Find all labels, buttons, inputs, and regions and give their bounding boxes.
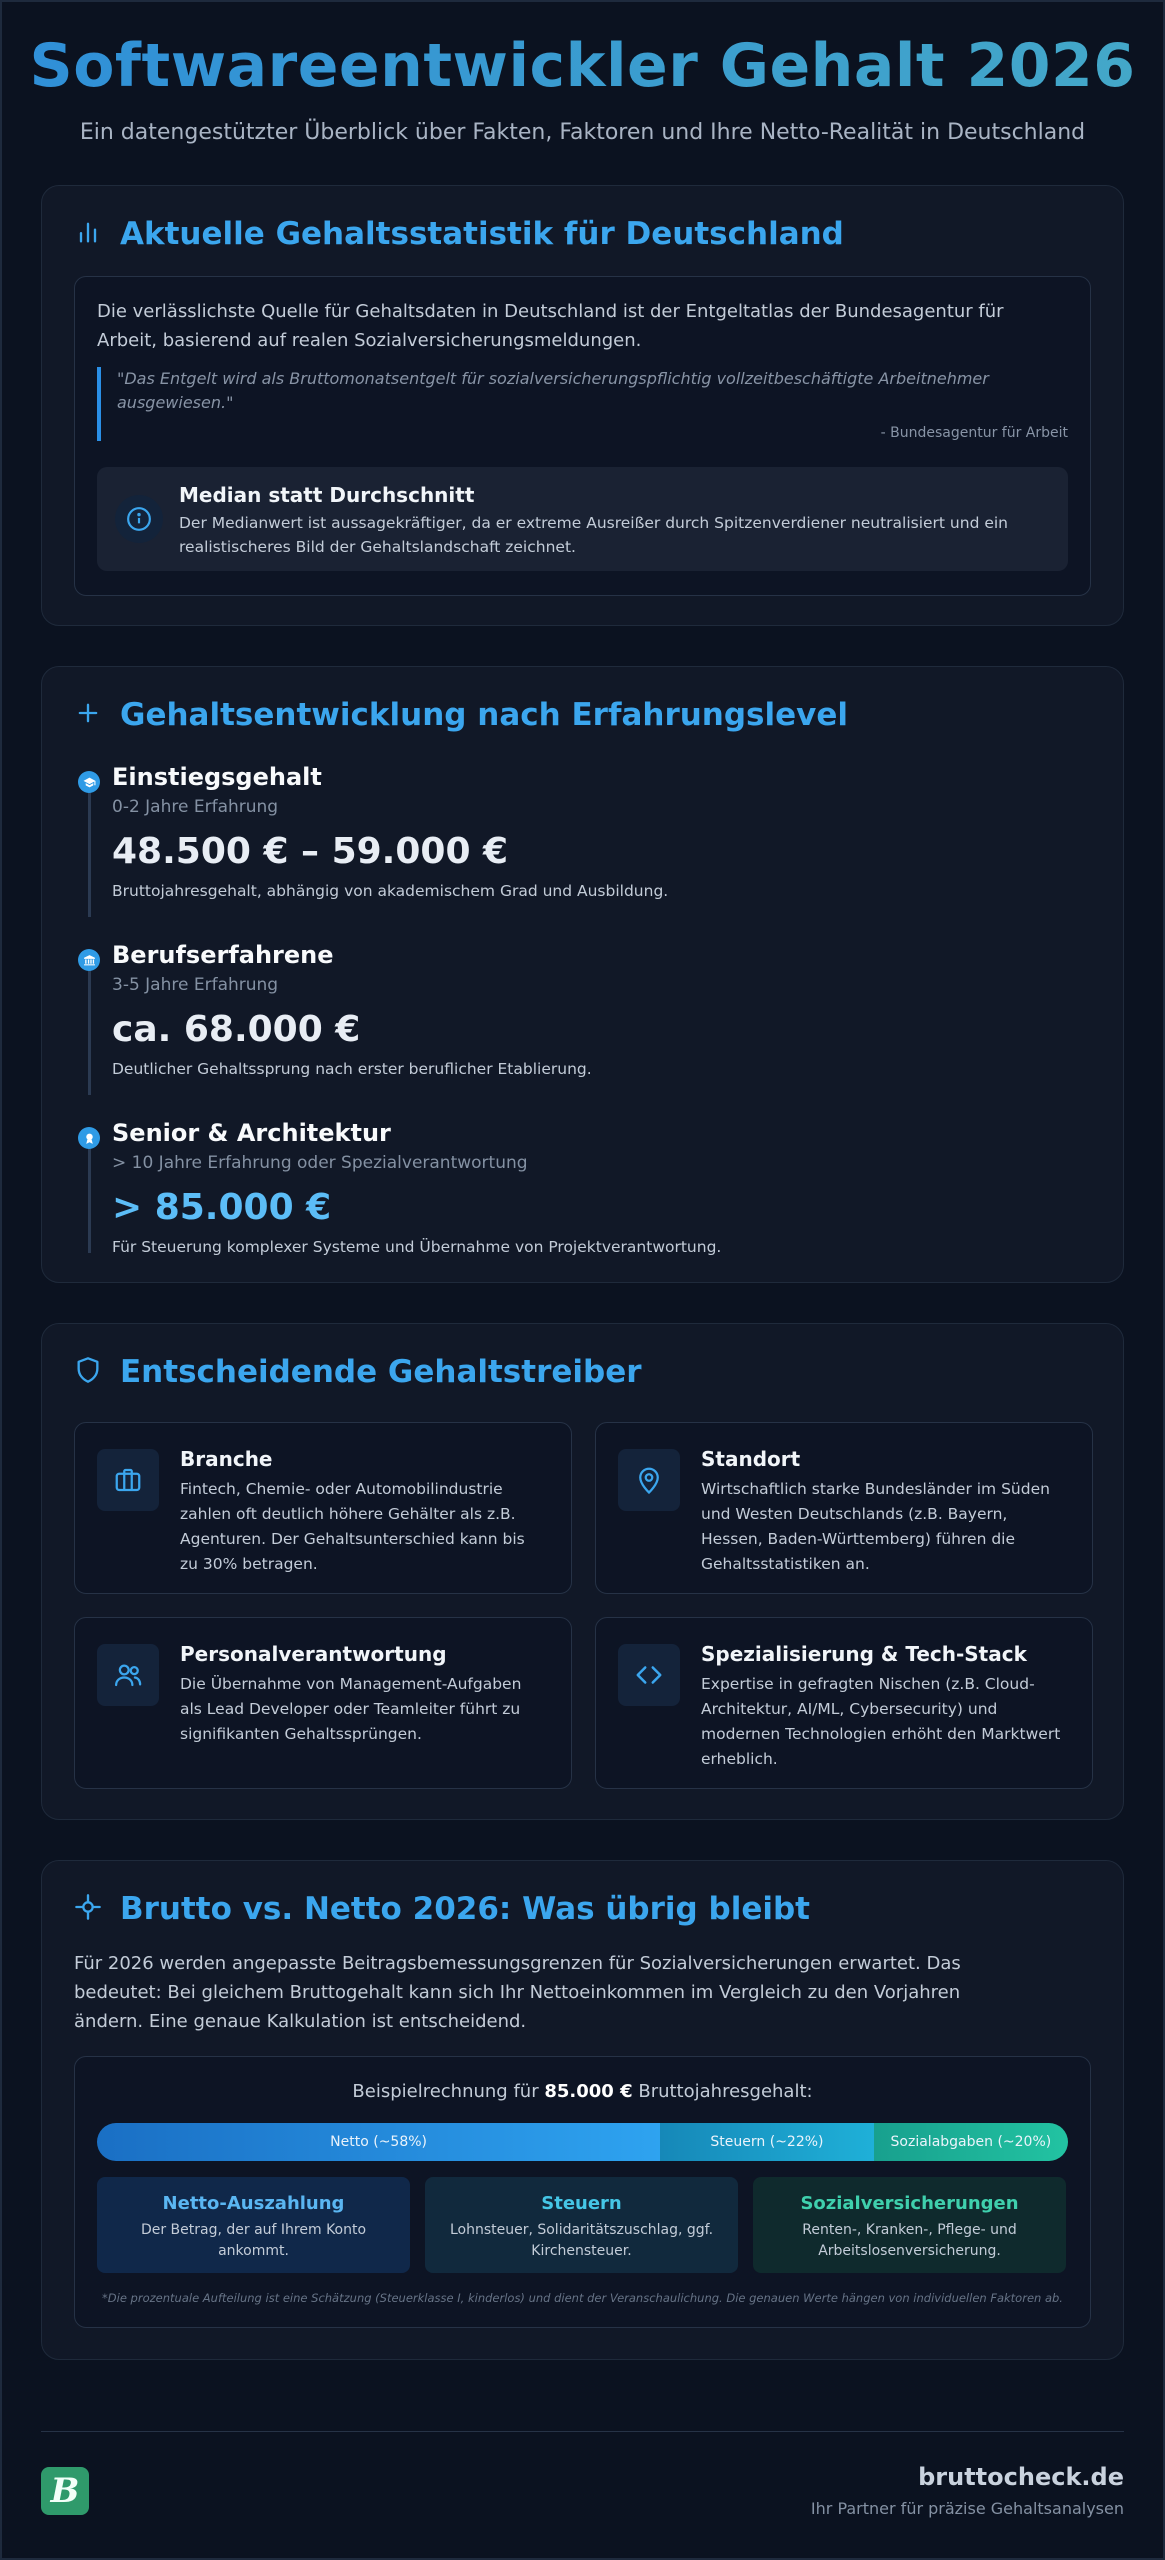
level-title: Senior & Architektur (112, 1119, 391, 1147)
driver-title: Spezialisierung & Tech-Stack (701, 1642, 1027, 1666)
netto-title: Brutto vs. Netto 2026: Was übrig bleibt (120, 1891, 810, 1927)
netto-box-title: Netto-Auszahlung (162, 2193, 345, 2214)
bar-segment-steuern: Steuern (~22%) (660, 2123, 874, 2161)
level-salary: ca. 68.000 € (112, 1009, 361, 1050)
driver-card-branche (74, 1422, 572, 1594)
stats-section (41, 185, 1124, 626)
experience-header (74, 697, 848, 733)
steuern-box-text: Lohnsteuer, Solidaritätszuschlag, ggf. Kirchensteuer. (449, 2222, 714, 2259)
level-professional (112, 941, 1093, 1078)
driver-title: Personalverantwortung (180, 1642, 447, 1666)
award-icon (78, 1127, 100, 1149)
netto-section (41, 1860, 1124, 2360)
stats-header (74, 216, 844, 252)
info-title: Median statt Durchschnitt (179, 483, 475, 507)
sozial-box-title: Sozialversicherungen (800, 2193, 1019, 2214)
example-amount: 85.000 € (544, 2081, 633, 2102)
map-pin-icon (618, 1449, 680, 1511)
building-icon (78, 949, 100, 971)
level-description: Deutlicher Gehaltssprung nach erster beruflicher Etablierung. (112, 1060, 592, 1078)
quote-text: "Das Entgelt wird als Bruttomonatsentgelt für sozialversicherungspflichtig vollzeitbeschäftigte Arbeitnehmer ausgewiesen." (117, 369, 989, 412)
brand-name[interactable]: bruttocheck.de (918, 2463, 1124, 2491)
drivers-header (74, 1354, 642, 1390)
netto-header (74, 1891, 810, 1927)
footer-divider (41, 2431, 1124, 2432)
bar-segment-netto: Netto (~58%) (97, 2123, 660, 2161)
netto-box-text: Der Betrag, der auf Ihrem Konto ankommt. (140, 2222, 367, 2259)
stats-quote (97, 367, 1068, 441)
drivers-section (41, 1323, 1124, 1820)
footnote: *Die prozentuale Aufteilung ist eine Schätzung (Steuerklasse I, kinderlos) und dient der Veranschaulichung. Die genauen Werte hängen von individuellen Faktoren ab. (102, 2291, 1063, 2305)
netto-distribution-bar (97, 2123, 1068, 2161)
level-description: Für Steuerung komplexer Systeme und Übernahme von Projektverantwortung. (112, 1238, 722, 1256)
shield-icon (74, 1356, 120, 1388)
stats-intro: Die verlässlichste Quelle für Gehaltsdaten in Deutschland ist der Entgeltatlas der Bundesagentur für Arbeit, basierend auf realen Sozialversicherungsmeldungen. (97, 301, 1004, 351)
bar-chart-icon (74, 218, 120, 250)
stats-box (74, 276, 1091, 596)
experience-title: Gehaltsentwicklung nach Erfahrungslevel (120, 697, 849, 733)
footer-brand (811, 2463, 1124, 2518)
driver-text: Wirtschaftlich starke Bundesländer im Süden und Westen Deutschlands (z.B. Bayern, Hessen, Baden-Württemberg) führen die Gehaltsstatistiken an. (701, 1480, 1050, 1573)
timeline-line (88, 779, 91, 917)
briefcase-icon (97, 1449, 159, 1511)
bar-segment-sozialabgaben: Sozialabgaben (~20%) (874, 2123, 1068, 2161)
level-entry (112, 763, 1093, 900)
experience-section (41, 666, 1124, 1283)
driver-text: Fintech, Chemie- oder Automobilindustrie zahlen oft deutlich höhere Gehälter als z.B. Agenturen. Der Gehaltsunterschied kann bis zu 30% betragen. (180, 1480, 525, 1573)
page-subtitle: Ein datengestützter Überblick über Fakten, Faktoren und Ihre Netto-Realität in Deutschland (79, 120, 1086, 145)
level-salary: > 85.000 € (112, 1187, 332, 1228)
level-salary: 48.500 € – 59.000 € (112, 831, 509, 872)
level-experience: 3-5 Jahre Erfahrung (112, 975, 279, 995)
driver-text: Die Übernahme von Management-Aufgaben als Lead Developer oder Teamleiter führt zu signifikanten Gehaltssprüngen. (180, 1675, 522, 1743)
level-title: Einstiegsgehalt (112, 763, 322, 791)
code-icon (618, 1644, 680, 1706)
driver-title: Branche (180, 1447, 273, 1471)
stats-title: Aktuelle Gehaltsstatistik für Deutschland (120, 216, 844, 252)
median-info-box (97, 467, 1068, 571)
brand-logo[interactable]: B (41, 2467, 89, 2515)
level-title: Berufserfahrene (112, 941, 334, 969)
plus-icon (74, 699, 120, 731)
quote-source: - Bundesagentur für Arbeit (880, 425, 1068, 441)
info-icon (115, 495, 163, 543)
driver-card-personal (74, 1617, 572, 1789)
netto-box (97, 2177, 410, 2273)
level-experience: > 10 Jahre Erfahrung oder Spezialverantwortung (112, 1153, 528, 1173)
example-heading (75, 2081, 1090, 2102)
driver-title: Standort (701, 1447, 801, 1471)
example-calculation-box (74, 2056, 1091, 2328)
graduation-icon (78, 771, 100, 793)
level-experience: 0-2 Jahre Erfahrung (112, 797, 279, 817)
users-icon (97, 1644, 159, 1706)
page-title: Softwareentwickler Gehalt 2026 (0, 30, 1165, 102)
sozial-box-text: Renten-, Kranken-, Pflege- und Arbeitslosenversicherung. (802, 2222, 1017, 2259)
level-description: Bruttojahresgehalt, abhängig von akademischem Grad und Ausbildung. (112, 882, 669, 900)
driver-card-standort (595, 1422, 1093, 1594)
crosshair-icon (74, 1893, 120, 1925)
example-suffix: Bruttojahresgehalt: (638, 2081, 813, 2102)
sozial-box (753, 2177, 1066, 2273)
steuern-box (425, 2177, 738, 2273)
brand-tagline: Ihr Partner für präzise Gehaltsanalysen (810, 2499, 1124, 2518)
driver-card-tech (595, 1617, 1093, 1789)
netto-intro: Für 2026 werden angepasste Beitragsbemessungsgrenzen für Sozialversicherungen erwartet. Das bedeutet: Bei gleichem Bruttogehalt kann sich Ihr Nettoeinkommen im Vergleich zu den Vorjahren ändern. Eine genaue Kalkulation ist entscheidend. (74, 1953, 961, 2032)
driver-text: Expertise in gefragten Nischen (z.B. Cloud-Architektur, AI/ML, Cybersecurity) und modernen Technologien erhöht den Marktwert erheblich. (701, 1675, 1061, 1768)
example-prefix: Beispielrechnung für (352, 2081, 539, 2102)
info-text: Der Medianwert ist aussagekräftiger, da er extreme Ausreißer durch Spitzenverdiener neutralisiert und ein realistischeres Bild der Gehaltslandschaft zeichnet. (179, 514, 1009, 556)
timeline-line (88, 957, 91, 1095)
steuern-box-title: Steuern (541, 2193, 622, 2214)
timeline-line (88, 1135, 91, 1253)
level-senior (112, 1119, 1093, 1256)
drivers-title: Entscheidende Gehaltstreiber (120, 1354, 642, 1390)
